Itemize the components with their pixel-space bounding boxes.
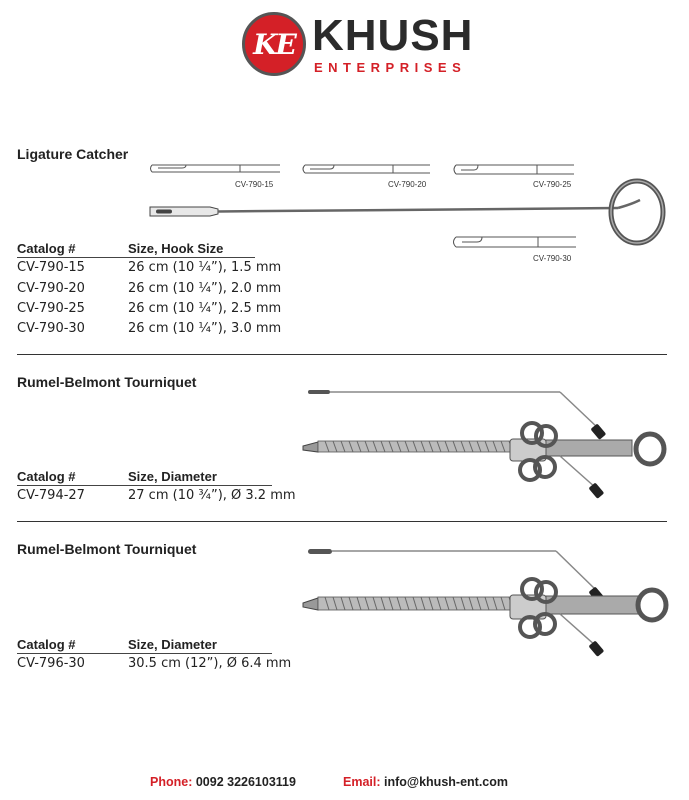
catalog-number: CV-790-25 xyxy=(17,301,85,316)
column-header-catalog: Catalog # xyxy=(17,241,76,256)
section-title: Rumel-Belmont Tourniquet xyxy=(17,541,197,557)
section-title: Rumel-Belmont Tourniquet xyxy=(17,374,197,390)
column-header-catalog: Catalog # xyxy=(17,469,76,484)
footer-email xyxy=(343,775,508,789)
part-label: CV-790-15 xyxy=(235,180,274,189)
catalog-number: CV-790-30 xyxy=(17,321,85,336)
size-value: 27 cm (10 ¾”), Ø 3.2 mm xyxy=(128,488,296,503)
brand-monogram: KE xyxy=(253,27,295,61)
phone-label: Phone: xyxy=(150,775,193,789)
catalog-number: CV-790-15 xyxy=(17,260,85,275)
brand-name: KHUSH xyxy=(312,11,474,60)
brand-subtitle: ENTERPRISES xyxy=(314,60,467,75)
catalog-number: CV-794-27 xyxy=(17,488,85,503)
column-header-size: Size, Diameter xyxy=(128,469,217,484)
size-value: 26 cm (10 ¼”), 3.0 mm xyxy=(128,321,282,336)
footer-phone xyxy=(150,775,296,789)
size-value: 30.5 cm (12”), Ø 6.4 mm xyxy=(128,656,292,671)
part-label: CV-790-30 xyxy=(533,254,572,263)
column-header-catalog: Catalog # xyxy=(17,637,76,652)
email-value[interactable]: info@khush-ent.com xyxy=(384,775,508,789)
part-label: CV-790-25 xyxy=(533,180,572,189)
part-label: CV-790-20 xyxy=(388,180,427,189)
column-header-size: Size, Diameter xyxy=(128,637,217,652)
catalog-number: CV-796-30 xyxy=(17,656,85,671)
column-header-size: Size, Hook Size xyxy=(128,241,224,256)
size-value: 26 cm (10 ¼”), 2.0 mm xyxy=(128,281,282,296)
size-value: 26 cm (10 ¼”), 2.5 mm xyxy=(128,301,282,316)
table-header-divider xyxy=(17,653,272,654)
section-title: Ligature Catcher xyxy=(17,146,129,162)
email-label: Email: xyxy=(343,775,381,789)
phone-value[interactable]: 0092 3226103119 xyxy=(195,775,296,789)
size-value: 26 cm (10 ¼”), 1.5 mm xyxy=(128,260,282,275)
catalog-number: CV-790-20 xyxy=(17,281,85,296)
